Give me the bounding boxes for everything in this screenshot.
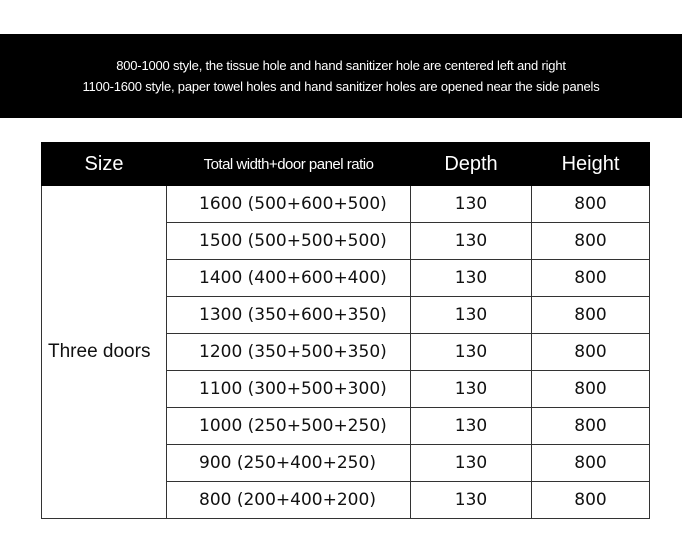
ratio-cell: 1100 (300+500+300)	[167, 371, 411, 408]
depth-cell: 130	[411, 371, 532, 408]
height-cell: 800	[532, 371, 650, 408]
height-cell: 800	[532, 260, 650, 297]
depth-cell: 130	[411, 186, 532, 223]
ratio-cell: 800 (200+400+200)	[167, 482, 411, 519]
height-cell: 800	[532, 334, 650, 371]
height-cell: 800	[532, 482, 650, 519]
depth-cell: 130	[411, 223, 532, 260]
banner-line-2: 1100-1600 style, paper towel holes and hand sanitizer holes are opened near the side panels	[82, 79, 600, 94]
header-size: Size	[42, 143, 167, 186]
height-cell: 800	[532, 186, 650, 223]
ratio-cell: 1600 (500+600+500)	[167, 186, 411, 223]
ratio-cell: 900 (250+400+250)	[167, 445, 411, 482]
info-banner	[0, 34, 682, 118]
depth-cell: 130	[411, 334, 532, 371]
table-row	[42, 186, 650, 223]
header-height: Height	[532, 143, 650, 186]
ratio-cell: 1200 (350+500+350)	[167, 334, 411, 371]
depth-cell: 130	[411, 445, 532, 482]
height-cell: 800	[532, 297, 650, 334]
table-header-row	[42, 143, 650, 186]
banner-line-1: 800-1000 style, the tissue hole and hand sanitizer hole are centered left and right	[116, 58, 566, 73]
depth-cell: 130	[411, 260, 532, 297]
height-cell: 800	[532, 223, 650, 260]
header-ratio: Total width+door panel ratio	[167, 143, 411, 186]
ratio-cell: 1500 (500+500+500)	[167, 223, 411, 260]
height-cell: 800	[532, 445, 650, 482]
height-cell: 800	[532, 408, 650, 445]
size-cell: Three doors	[42, 186, 167, 519]
ratio-cell: 1400 (400+600+400)	[167, 260, 411, 297]
depth-cell: 130	[411, 408, 532, 445]
depth-cell: 130	[411, 297, 532, 334]
depth-cell: 130	[411, 482, 532, 519]
size-spec-table	[41, 142, 650, 519]
ratio-cell: 1300 (350+600+350)	[167, 297, 411, 334]
ratio-cell: 1000 (250+500+250)	[167, 408, 411, 445]
header-depth: Depth	[411, 143, 532, 186]
